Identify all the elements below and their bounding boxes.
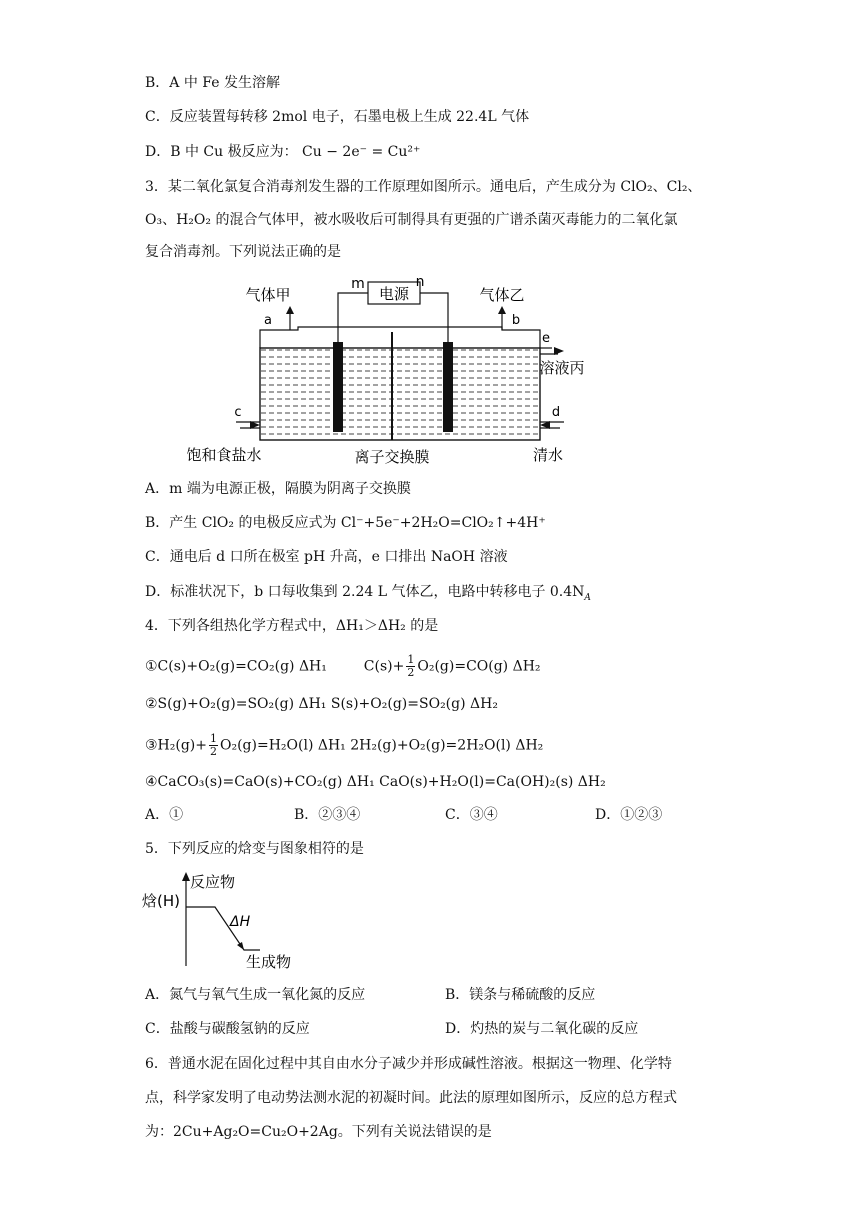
q4-stem: 4．下列各组热化学方程式中，ΔH₁＞ΔH₂ 的是 (145, 618, 439, 634)
gas-a-arrow (286, 306, 294, 314)
q2-option-b: B．A 中 Fe 发生溶解 (145, 75, 280, 91)
q6-stem-line-3: 为：2Cu+Ag₂O=Cu₂O+2Ag。下列有关说法错误的是 (145, 1124, 492, 1140)
electrolysis-diagram (180, 270, 600, 470)
q3-option-d-text: D．标准状况下，b 口每收集到 2.24 L 气体乙，电路中转移电子 0.4N (145, 584, 585, 600)
q2-option-d-equation: Cu − 2e⁻ = Cu²⁺ (302, 144, 421, 160)
q3-option-c: C．通电后 d 口所在极室 pH 升高，e 口排出 NaOH 溶液 (145, 549, 508, 565)
electrode-left (333, 342, 343, 432)
port-e-label: e (542, 331, 550, 346)
reactant-label: 反应物 (190, 873, 236, 891)
enthalpy-diagram (140, 868, 320, 973)
q3-option-b: B．产生 ClO₂ 的电极反应式为 Cl⁻+5e⁻+2H₂O=ClO₂↑+4H⁺ (145, 515, 546, 531)
wire-right (420, 293, 448, 348)
electrode-right (443, 342, 453, 432)
port-b-label: b (511, 313, 521, 328)
q3-option-d (145, 583, 591, 601)
m-label: m (351, 276, 365, 292)
q5-stem: 5．下列反应的焓变与图象相符的是 (145, 841, 364, 857)
wire-left (338, 293, 368, 348)
enthalpy-axis-label: 焓(H) (142, 892, 180, 910)
gas-b-label: 气体乙 (479, 286, 525, 304)
q3-option-d-sub: A (584, 592, 591, 603)
q4-option-a: A．① (145, 807, 184, 823)
membrane-label: 离子交换膜 (354, 448, 430, 466)
dh-label: ΔH (230, 914, 251, 930)
fraction-half-2: $\frac{1}{2}$ (210, 732, 217, 758)
fraction-half: $\frac{1}{2}$ (407, 653, 415, 679)
q4-item-3-post: O₂(g)=H₂O(l) ΔH₁ 2H₂(g)+O₂(g)=2H₂O(l) ΔH₂ (220, 737, 544, 754)
water-label: 清水 (532, 446, 564, 464)
q5-option-d: D．灼热的炭与二氧化碳的反应 (445, 1021, 639, 1037)
dh-arrow (237, 942, 244, 950)
q4-item-3 (145, 733, 543, 758)
q4-item-1b-post: O₂(g)=CO(g) ΔH₂ (417, 658, 541, 675)
q4-option-d: D．①②③ (595, 807, 663, 823)
solution-c-label: 溶液丙 (539, 359, 585, 377)
power-label: 电源 (378, 285, 410, 303)
product-label: 生成物 (246, 953, 292, 971)
q3-stem-line-3: 复合消毒剂。下列说法正确的是 (145, 244, 341, 260)
gas-b-arrow (498, 306, 506, 314)
q3-option-a: A．m 端为电源正极，隔膜为阴离子交换膜 (145, 481, 411, 497)
port-a-label: a (264, 313, 272, 328)
q6-stem-line-2: 点，科学家发明了电动势法测水泥的初凝时间。此法的原理如图所示，反应的总方程式 (145, 1090, 677, 1106)
q3-stem-line-2: O₃、H₂O₂ 的混合气体甲，被水吸收后可制得具有更强的广谱杀菌灭毒能力的二氧化氯 (145, 212, 678, 228)
q3-stem-line-1: 3．某二氧化氯复合消毒剂发生器的工作原理如图所示。通电后，产生成分为 ClO₂、Cl₂、 (145, 179, 702, 195)
port-d-label: d (551, 405, 561, 420)
q4-option-b: B．②③④ (294, 807, 361, 823)
q4-item-4: ④CaCO₃(s)=CaO(s)+CO₂(g) ΔH₁ CaO(s)+H₂O(l)=Ca(OH)₂(s) ΔH₂ (145, 774, 606, 790)
q6-stem-line-1: 6．普通水泥在固化过程中其自由水分子减少并形成碱性溶液。根据这一物理、化学特 (145, 1056, 672, 1072)
q4-item-1b-pre: C(s)+ (363, 658, 405, 675)
q5-option-a: A．氮气与氧气生成一氧化氮的反应 (145, 987, 366, 1003)
axis-arrow (182, 872, 190, 881)
q2-option-d-prefix: D．B 中 Cu 极反应为： (145, 144, 298, 160)
q4-item-1a: ①C(s)+O₂(g)=CO₂(g) ΔH₁ (145, 658, 327, 675)
q4-item-1 (145, 654, 541, 679)
cell-lid (260, 327, 540, 348)
q4-option-c: C．③④ (445, 807, 498, 823)
port-c-label: c (234, 405, 242, 420)
gas-a-label: 气体甲 (245, 286, 291, 304)
q2-option-d (145, 143, 420, 161)
q4-item-2: ②S(g)+O₂(g)=SO₂(g) ΔH₁ S(s)+O₂(g)=SO₂(g) ΔH₂ (145, 696, 498, 712)
q5-option-b: B．镁条与稀硫酸的反应 (445, 987, 596, 1003)
outlet-e-arrow (554, 347, 564, 355)
electrolyte-tank (260, 348, 540, 440)
q2-option-c: C．反应装置每转移 2mol 电子，石墨电极上生成 22.4L 气体 (145, 109, 530, 125)
n-label: n (415, 274, 425, 290)
brine-label: 饱和食盐水 (186, 446, 262, 464)
q5-option-c: C．盐酸与碳酸氢钠的反应 (145, 1021, 310, 1037)
q4-item-3-pre: ③H₂(g)+ (145, 737, 207, 754)
